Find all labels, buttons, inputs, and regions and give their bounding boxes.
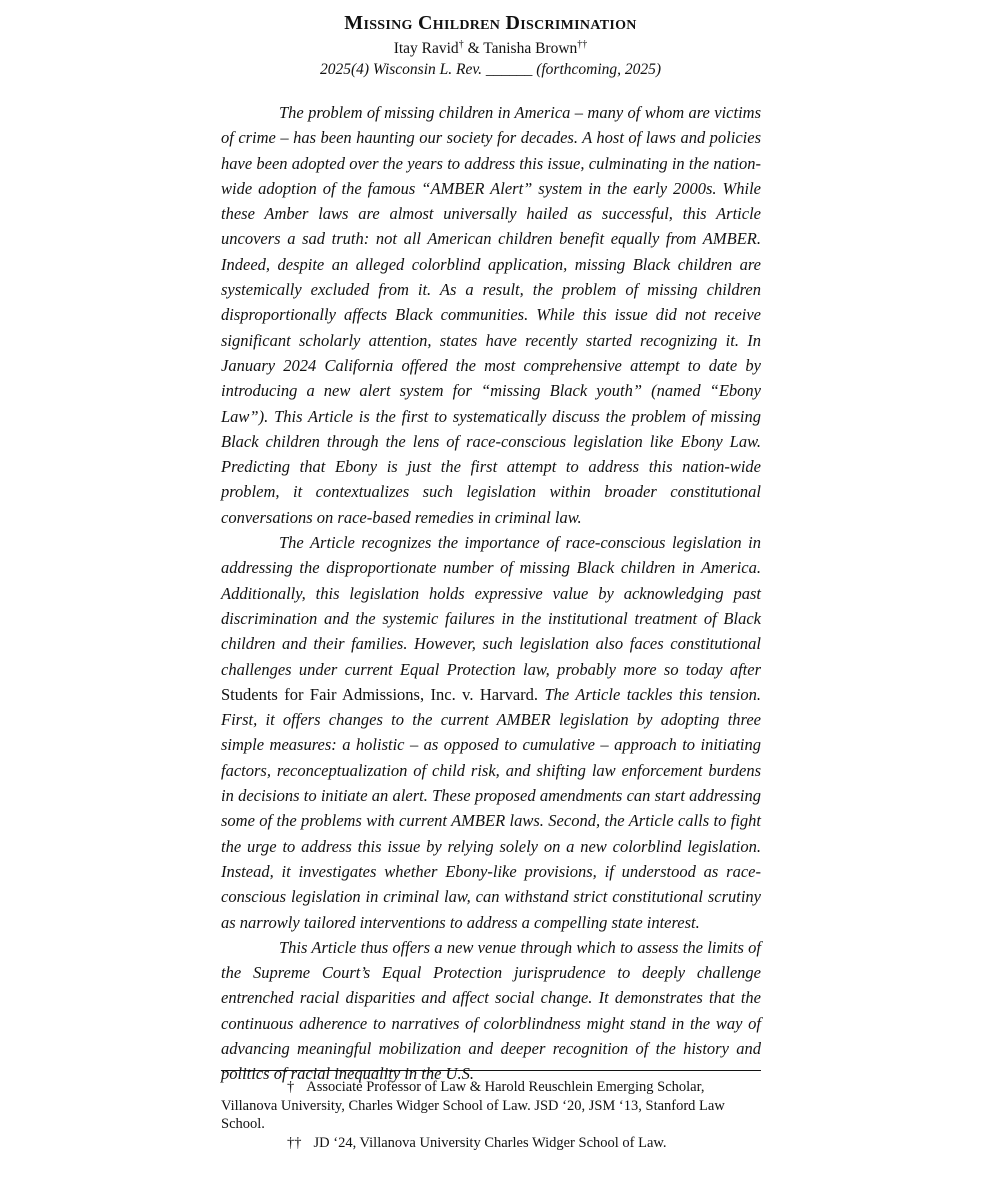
abstract-paragraph-3: This Article thus offers a new venue through which to assess the limits of the Supreme Court’s Equal Protection jurisprudence to deeply challenge entrenched racial disparities and affect social change. It demonstrates that the continuous adherence to narratives of colorblindness might stand in the way of advancing meaningful mobilization and deeper recognition of the history and politics of racial inequality in the U.S. bbox=[221, 937, 761, 1084]
abstract-paragraph-2-start: The Article recognizes the importance of race-conscious legislation in addressing the disproportionate number of missing Black children in America. Additionally, this legislation holds expressive value by acknowledging past discrimination and the systemic failures in the institutional treatment of Black children and their families. However, such legislation also faces constitutional challenges under current Equal Protection law, probably more so today after bbox=[221, 533, 761, 679]
author-footnote-mark-1[interactable]: † bbox=[458, 39, 464, 50]
footnote-text: JD ‘24, Villanova University Charles Widger School of Law. bbox=[313, 1134, 667, 1151]
footnote-divider bbox=[221, 1070, 761, 1071]
footnote bbox=[221, 1078, 761, 1134]
paper-title: Missing Children Discrimination bbox=[344, 12, 637, 34]
abstract-paragraph-1: The problem of missing children in America – many of whom are victims of crime – has been haunting our society for decades. A host of laws and policies have been adopted over the years to address this issue, culminating in the nation-wide adoption of the famous “AMBER Alert” system in the early 2000s. While these Amber laws are almost universally hailed as successful, this Article uncovers a sad truth: not all American children benefit equally from AMBER. Indeed, despite an alleged colorblind application, missing Black children are systemically excluded from it. As a result, the problem of missing children disproportionally affects Black communities. While this issue did not receive significant scholarly attention, states have recently started recognizing it. In January 2024 California offered the most comprehensive attempt to date by introducing a new alert system for “missing Black youth” (named “Ebony Law”). This Article is the first to systematically discuss the problem of missing Black children through the lens of race-conscious legislation like Ebony Law. Predicting that Ebony is just the first attempt to address this nation-wide problem, it contextualizes such legislation within broader constitutional conversations on race-based remedies in criminal law. bbox=[221, 103, 761, 527]
author-connector: & bbox=[467, 40, 480, 58]
abstract bbox=[221, 100, 761, 1087]
author-footnote-mark-2[interactable]: †† bbox=[577, 39, 588, 50]
author-name-1: Itay Ravid bbox=[393, 40, 459, 58]
abstract-paragraph-2 bbox=[221, 530, 761, 935]
footnote bbox=[221, 1134, 761, 1153]
author-line bbox=[0, 39, 981, 58]
footnote-text: Associate Professor of Law & Harold Reuschlein Emerging Scholar, Villanova University, Charles Widger School of Law. JSD ‘20, JSM ‘13, Stanford Law School. bbox=[221, 1079, 725, 1132]
abstract-paragraph-2-end: The Article tackles this tension. First, it offers changes to the current AMBER legislation by adopting three simple measures: a holistic – as opposed to cumulative – approach to initiating factors, reconceptualization of child risk, and shifting law enforcement burdens in decisions to initiate an alert. These proposed amendments can start addressing some of the problems with current AMBER laws. Second, the Article calls to fight the urge to address this issue by relying solely on a new colorblind legislation. Instead, it investigates whether Ebony-like provisions, if understood as race-conscious legislation in criminal law, can withstand strict constitutional scrutiny as narrowly tailored interventions to address a compelling state interest. bbox=[221, 684, 762, 932]
journal-citation: 2025(4) Wisconsin L. Rev. ______ (forthcoming, 2025) bbox=[319, 61, 662, 78]
footnote-mark: †† bbox=[287, 1134, 302, 1151]
case-citation: Students for Fair Admissions, Inc. v. Harvard. bbox=[221, 684, 539, 704]
footnote-mark: † bbox=[287, 1079, 295, 1095]
footnotes bbox=[221, 1078, 761, 1152]
author-name-2: Tanisha Brown bbox=[483, 40, 578, 58]
